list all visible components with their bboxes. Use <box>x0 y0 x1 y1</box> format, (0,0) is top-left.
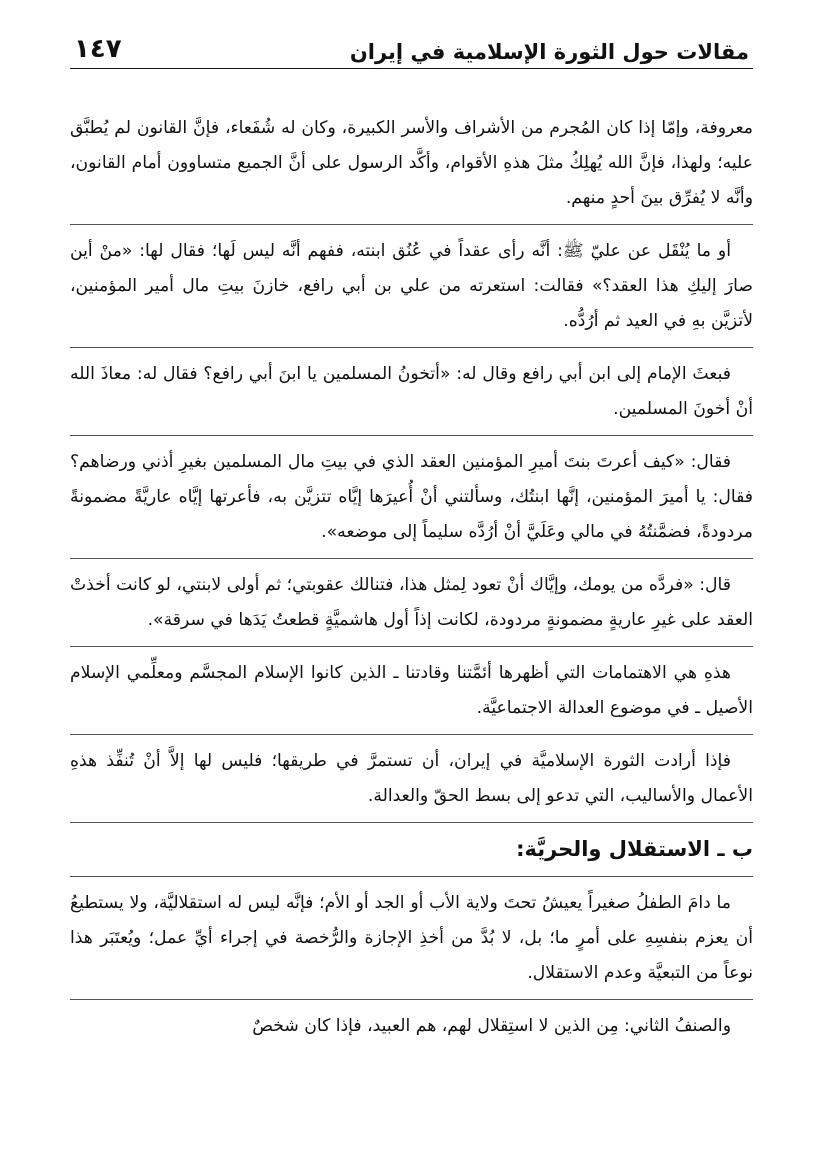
paragraph: معروفة، وإمّا إذا كان المُجرم من الأشراف والأسر الكبيرة، وكان له شُفَعاء، فإنَّ القانون لم يُطبَّق عليه؛ ولهذا، فإنَّ الله يُهلِكُ مثلَ هذهِ الأقوام، وأكَّد الرسول على أنَّ الجميع متساوون أمام القانون، وأنَّه لا يُفرِّق بينَ أحدٍ منهم. <box>70 118 753 208</box>
paragraph: فقال: «كيف أعرتَ بنتَ أميرِ المؤمنين العقد الذي في بيتِ مال المسلمين بغيرِ أذني ورضاهم؟ فقال: يا أميرَ المؤمنين، إنَّها ابنتُك، وسألتني أنْ أُعيرَها إيَّاه تتزيَّن به، فأعرتها إيَّاه عاريَّةً مضمونةً مردودةً، فضمَّنتُهُ في مالي وعَلَيَّ أنْ أرُدَّه سليماً إلى موضعه». <box>70 452 753 542</box>
paragraph-divider <box>70 646 753 647</box>
running-header <box>70 28 753 69</box>
paragraph-divider <box>70 822 753 823</box>
paragraph-divider <box>70 224 753 225</box>
paragraph: قال: «فردَّه من يومك، وإيَّاك أنْ تعود لِمثل هذا، فتنالك عقوبتي؛ ثم أولى لابنتي، لو كانت أخذتْ العقد على غيرِ عاريةٍ مضمونةٍ مردودة، لكانت إذاً أول هاشميَّةٍ قطعتُ يَدَها في سرقة». <box>70 575 753 630</box>
paragraph: والصنفُ الثاني: مِن الذين لا استِقلال لهم، هم العبيد، فإذا كان شخصٌ <box>252 1016 731 1036</box>
page-number: ١٤٧ <box>74 34 122 64</box>
paragraph-divider <box>70 558 753 559</box>
paragraph: ما دامَ الطفلُ صغيراً يعيشُ تحتَ ولاية الأب أو الجد أو الأم؛ فإنَّه ليس له استقلاليَّة، ولا يستطيعُ أن يعزم بنفسِهِ على أمرٍ ما؛ بل، لا بُدَّ من أخذِ الإجازة والرُّخصة في إجراء أيِّ عمل؛ ويُعتَبَر هذا نوعاً من التبعيَّة وعدم الاستقلال. <box>70 893 753 983</box>
paragraph: هذهِ هي الاهتمامات التي أظهرها أئمَّتنا وقادتنا ـ الذين كانوا الإسلام المجسَّم ومعلِّمي الإسلام الأصيل ـ في موضوع العدالة الاجتماعيَّة. <box>70 663 753 718</box>
paragraph-divider <box>70 999 753 1000</box>
book-page <box>70 28 753 1044</box>
paragraph: فبعثَ الإمام إلى ابن أبي رافع وقال له: «أتخونُ المسلمين يا ابنَ أبي رافع؟ فقال له: معاذَ الله أنْ أخونَ المسلمين. <box>70 364 753 419</box>
paragraph-divider <box>70 347 753 348</box>
paragraph: فإذا أرادت الثورة الإسلاميَّة في إيران، أن تستمرَّ في طريقها؛ فليس لها إلاَّ أنْ تُنفِّذ هذهِ الأعمال والأساليب، التي تدعو إلى بسط الحقّ والعدالة. <box>70 751 753 806</box>
paragraph-divider <box>70 876 753 877</box>
page-body <box>70 111 753 1044</box>
running-title: مقالات حول الثورة الإسلامية في إيران <box>349 40 749 64</box>
paragraph-divider <box>70 734 753 735</box>
paragraph-divider <box>70 435 753 436</box>
section-heading: ب ـ الاستقلال والحريَّة: <box>516 837 753 861</box>
paragraph: أو ما يُنْقَل عن عليّ ﷺ: أنَّه رأى عقداً في عُنُق ابنته، ففهم أنَّه ليس لَها؛ فقال لها: «منْ أين صارَ إليكِ هذا العقد؟» فقالت: استعرته من علي بن أبي رافع، خازنَ بيتِ مال أمير المؤمنين، لأتزيَّن بهِ في العيد ثم أرُدُّه. <box>70 241 753 331</box>
